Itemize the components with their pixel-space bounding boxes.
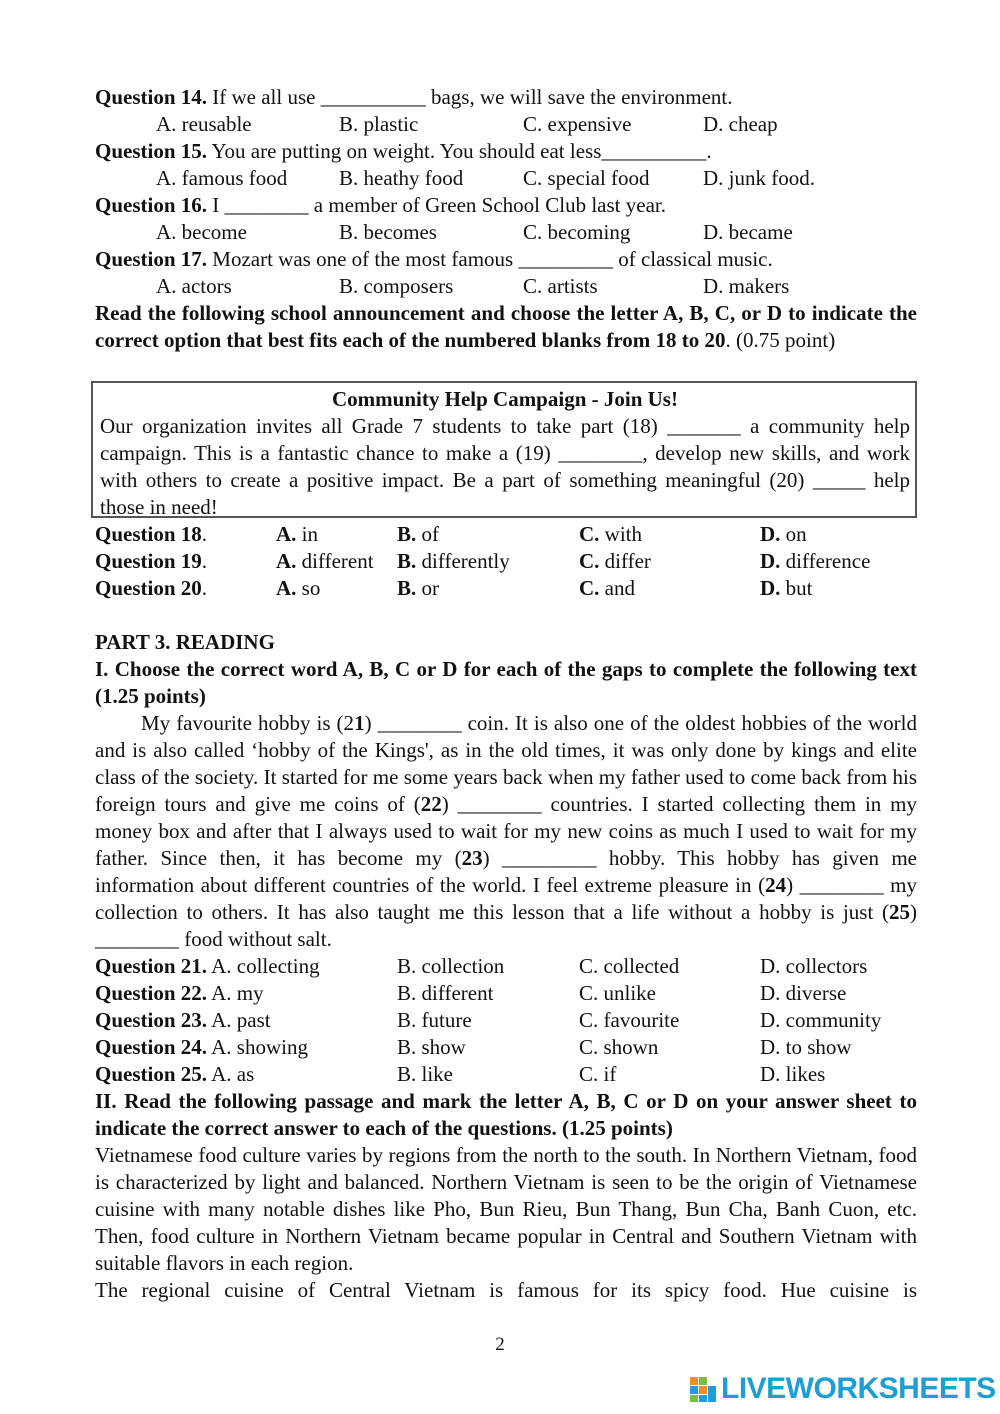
question-21	[95, 953, 917, 980]
question-number: Question 25.	[95, 1062, 208, 1086]
option-b[interactable]: B. or	[397, 576, 440, 600]
option-b[interactable]: B. plastic	[339, 112, 419, 136]
announcement-box	[91, 381, 917, 518]
option-c[interactable]: C. and	[579, 576, 635, 600]
option-a[interactable]: A. famous food	[156, 166, 288, 190]
option-c[interactable]: C. favourite	[579, 1008, 680, 1032]
option-c[interactable]: C. differ	[579, 549, 651, 573]
question-22	[95, 980, 917, 1007]
question-number: Question 15.	[95, 139, 208, 163]
question-24	[95, 1034, 917, 1061]
section2-instruction: II. Read the following passage and mark the letter A, B, C or D on your answer sheet to indicate the correct answer to each of the questions. (1.25 points)	[95, 1089, 917, 1140]
option-b[interactable]: B. composers	[339, 274, 454, 298]
option-c[interactable]: C. if	[579, 1062, 617, 1086]
option-b[interactable]: B. like	[397, 1062, 453, 1086]
option-c[interactable]: C. becoming	[523, 220, 631, 244]
option-d[interactable]: D. makers	[703, 274, 790, 298]
option-a[interactable]: A. actors	[156, 274, 232, 298]
option-d[interactable]: D. to show	[760, 1035, 852, 1059]
option-c[interactable]: C. with	[579, 522, 643, 546]
question-number: Question 19.	[95, 549, 208, 573]
option-d[interactable]: D. collectors	[760, 954, 868, 978]
instruction-text: Read the following school announcement and choose the letter A, B, C, or D to indicate the correct option that best fits each of the numbered blanks from 18 to 20	[95, 301, 917, 352]
hobby-passage: My favourite hobby is (21) ________ coin. It is also one of the oldest hobbies of the world and is also called ‘hobby of the Kings', as in the old times, it was only done by kings and elite class of the society. It started for me some years back when my father used to come back from his foreign tours and give me coins of (22) ________ countries. I started collecting them in my money box and after that I always used to wait for my new coins as much I used to wait for my father. Since then, it has become my (23) _________ hobby. This hobby has given me information about different countries of the world. I feel extreme pleasure in (24) ________ my collection to others. It has also taught me this lesson that a life without a hobby is just (25) ________ food without salt.	[95, 711, 918, 951]
announcement-instruction	[95, 300, 917, 354]
option-d[interactable]: D. likes	[760, 1062, 826, 1086]
question-15	[95, 138, 917, 192]
question-23	[95, 1007, 917, 1034]
option-d[interactable]: D. but	[760, 576, 813, 600]
option-d[interactable]: D. junk food.	[703, 166, 815, 190]
option-c[interactable]: C. collected	[579, 954, 680, 978]
question-number: Question 23.	[95, 1008, 208, 1032]
option-d[interactable]: D. cheap	[703, 112, 778, 136]
option-a[interactable]: A. collecting	[207, 954, 320, 978]
section1-instruction: I. Choose the correct word A, B, C or D for each of the gaps to complete the following text (1.25 points)	[95, 657, 917, 708]
option-a[interactable]: A. as	[207, 1062, 255, 1086]
logo-wordmark: LIVEWORKSHEETS	[721, 1372, 996, 1405]
question-number: Question 17.	[95, 247, 208, 271]
part3-reading	[95, 629, 917, 1304]
option-b[interactable]: B. future	[397, 1008, 472, 1032]
option-a[interactable]: A. past	[207, 1008, 271, 1032]
option-a[interactable]: A. so	[276, 576, 321, 600]
option-b[interactable]: B. different	[397, 981, 494, 1005]
instruction-points: . (0.75 point)	[725, 328, 836, 352]
question-number: Question 20.	[95, 576, 208, 600]
question-number: Question 16.	[95, 193, 208, 217]
question-stem: You are putting on weight. You should eat less__________.	[207, 139, 712, 163]
option-a[interactable]: A. showing	[207, 1035, 308, 1059]
liveworksheets-logo[interactable]	[689, 1372, 996, 1406]
option-b[interactable]: B. show	[397, 1035, 466, 1059]
option-d[interactable]: D. community	[760, 1008, 882, 1032]
question-20	[95, 575, 917, 602]
announcement-questions	[95, 521, 917, 602]
food-passage-paragraph-2: The regional cuisine of Central Vietnam is famous for its spicy food. Hue cuisine is	[95, 1278, 917, 1302]
option-c[interactable]: C. artists	[523, 274, 598, 298]
liveworksheets-logo-icon	[689, 1375, 717, 1403]
question-19	[95, 548, 917, 575]
option-d[interactable]: D. diverse	[760, 981, 847, 1005]
question-16	[95, 192, 917, 246]
option-a[interactable]: A. reusable	[156, 112, 252, 136]
option-a[interactable]: A. in	[276, 522, 319, 546]
option-c[interactable]: C. expensive	[523, 112, 632, 136]
announcement-body: Our organization invites all Grade 7 students to take part (18) _______ a community help campaign. This is a fantastic chance to make a (19) ________, develop new skills, and work with others to create a positive impact. Be a part of something meaningful (20) _____ help those in need!	[100, 414, 910, 519]
option-a[interactable]: A. become	[156, 220, 247, 244]
option-b[interactable]: B. differently	[397, 549, 510, 573]
question-number: Question 18.	[95, 522, 208, 546]
food-passage-paragraph-1: Vietnamese food culture varies by regions from the north to the south. In Northern Vietnam, food is characterized by light and balanced. Northern Vietnam is seen to be the origin of Vietnamese cuisine with many notable dishes like Pho, Bun Rieu, Bun Thang, Bun Cha, Banh Cuon, etc. Then, food culture in Northern Vietnam became popular in Central and Southern Vietnam with suitable flavors in each region.	[95, 1143, 917, 1275]
option-d[interactable]: D. on	[760, 522, 807, 546]
question-stem: If we all use __________ bags, we will save the environment.	[207, 85, 733, 109]
announcement-title: Community Help Campaign - Join Us!	[332, 387, 678, 411]
option-a[interactable]: A. my	[207, 981, 264, 1005]
question-number: Question 22.	[95, 981, 208, 1005]
option-b[interactable]: B. heathy food	[339, 166, 464, 190]
question-number: Question 14.	[95, 85, 208, 109]
option-c[interactable]: C. shown	[579, 1035, 659, 1059]
part-heading: PART 3. READING	[95, 630, 275, 654]
option-b[interactable]: B. collection	[397, 954, 505, 978]
question-stem: Mozart was one of the most famous _________ of classical music.	[207, 247, 773, 271]
question-25	[95, 1061, 917, 1088]
option-c[interactable]: C. special food	[523, 166, 650, 190]
option-d[interactable]: D. became	[703, 220, 793, 244]
option-d[interactable]: D. difference	[760, 549, 871, 573]
option-c[interactable]: C. unlike	[579, 981, 656, 1005]
option-a[interactable]: A. different	[276, 549, 374, 573]
option-b[interactable]: B. becomes	[339, 220, 437, 244]
option-b[interactable]: B. of	[397, 522, 440, 546]
question-18	[95, 521, 917, 548]
question-14	[95, 84, 917, 138]
question-stem: I ________ a member of Green School Club last year.	[207, 193, 666, 217]
question-number: Question 24.	[95, 1035, 208, 1059]
question-17	[95, 246, 917, 300]
page-number: 2	[495, 1334, 505, 1355]
worksheet-page	[95, 84, 917, 354]
question-number: Question 21.	[95, 954, 208, 978]
